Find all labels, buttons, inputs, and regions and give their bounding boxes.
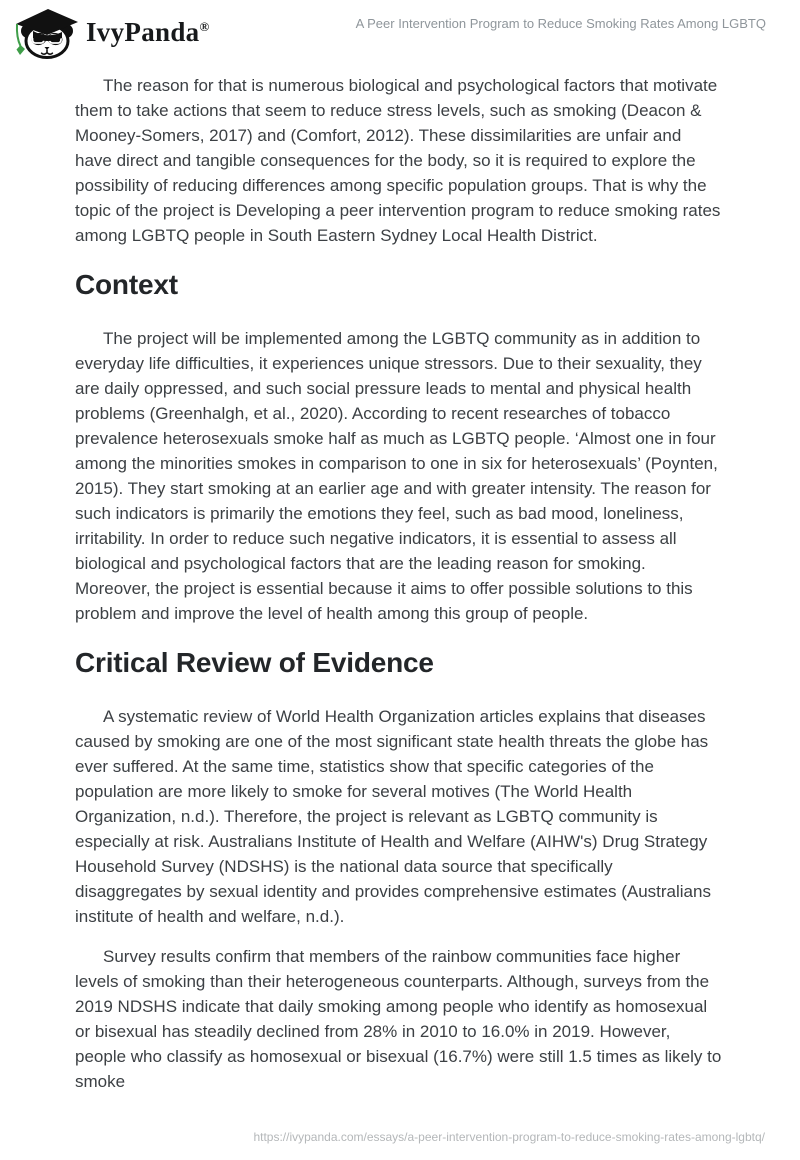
source-url-link[interactable]: https://ivypanda.com/essays/a-peer-intervention-program-to-reduce-smoking-rates-among-lgbtq/ [253,1130,765,1144]
brand [14,5,209,59]
running-header-title: A Peer Intervention Program to Reduce Smoking Rates Among LGBTQ [355,16,766,31]
essay-content [0,59,800,1094]
paragraph-critical-review-1: A systematic review of World Health Organization articles explains that diseases caused by smoking are one of the most significant state health threats the globe has ever suffered. At the same time, statistics show that specific categories of the population are more likely to smoke for several motives (The World Health Organization, n.d.). Therefore, the project is relevant as LGBTQ community is especially at risk. Australians Institute of Health and Welfare (AIHW's) Drug Strategy Household Survey (NDSHS) is the national data source that specifically disaggregates by sexual identity and provides comprehensive estimates (Australians institute of health and welfare, n.d.). [75,707,711,926]
page-header [0,0,800,59]
ivypanda-panda-logo-icon [14,5,78,59]
heading-context: Context [75,269,178,300]
registered-trademark: ® [199,19,210,34]
page-footer [253,1128,765,1146]
paragraph-context: The project will be implemented among the LGBTQ community as in addition to everyday life difficulties, it experiences unique stressors. Due to their sexuality, they are daily oppressed, and such social pressure leads to mental and physical health problems (Greenhalgh, et al., 2020). According to recent researches of tobacco prevalence heterosexuals smoke half as much as LGBTQ people. ‘Almost one in four among the minorities smokes in comparison to one in six for heterosexuals’ (Poynten, 2015). They start smoking at an earlier age and with greater intensity. The reason for such indicators is primarily the emotions they feel, such as bad mood, loneliness, irritability. In order to reduce such negative indicators, it is essential to assess all biological and psychological factors that are the leading reason for smoking. Moreover, the project is essential because it aims to offer possible solutions to this problem and improve the level of health among this group of people. [75,329,718,623]
heading-critical-review: Critical Review of Evidence [75,647,434,678]
paragraph-intro: The reason for that is numerous biological and psychological factors that motivate them to take actions that seem to reduce stress levels, such as smoking (Deacon & Mooney-Somers, 2017) and (Comfort, 2012). These dissimilarities are unfair and have direct and tangible consequences for the body, so it is required to explore the possibility of reducing differences among specific population groups. That is why the topic of the project is Developing a peer intervention program to reduce smoking rates among LGBTQ people in South Eastern Sydney Local Health District. [75,76,721,245]
brand-name-text: IvyPanda [86,17,200,47]
paragraph-critical-review-2: Survey results confirm that members of the rainbow communities face higher levels of smoking than their heterogeneous counterparts. Although, surveys from the 2019 NDSHS indicate that daily smoking among people who identify as homosexual or bisexual has steadily declined from 28% in 2010 to 16.0% in 2019. However, people who classify as homosexual or bisexual (16.7%) were still 1.5 times as likely to smoke [75,947,722,1091]
brand-name [86,6,209,58]
